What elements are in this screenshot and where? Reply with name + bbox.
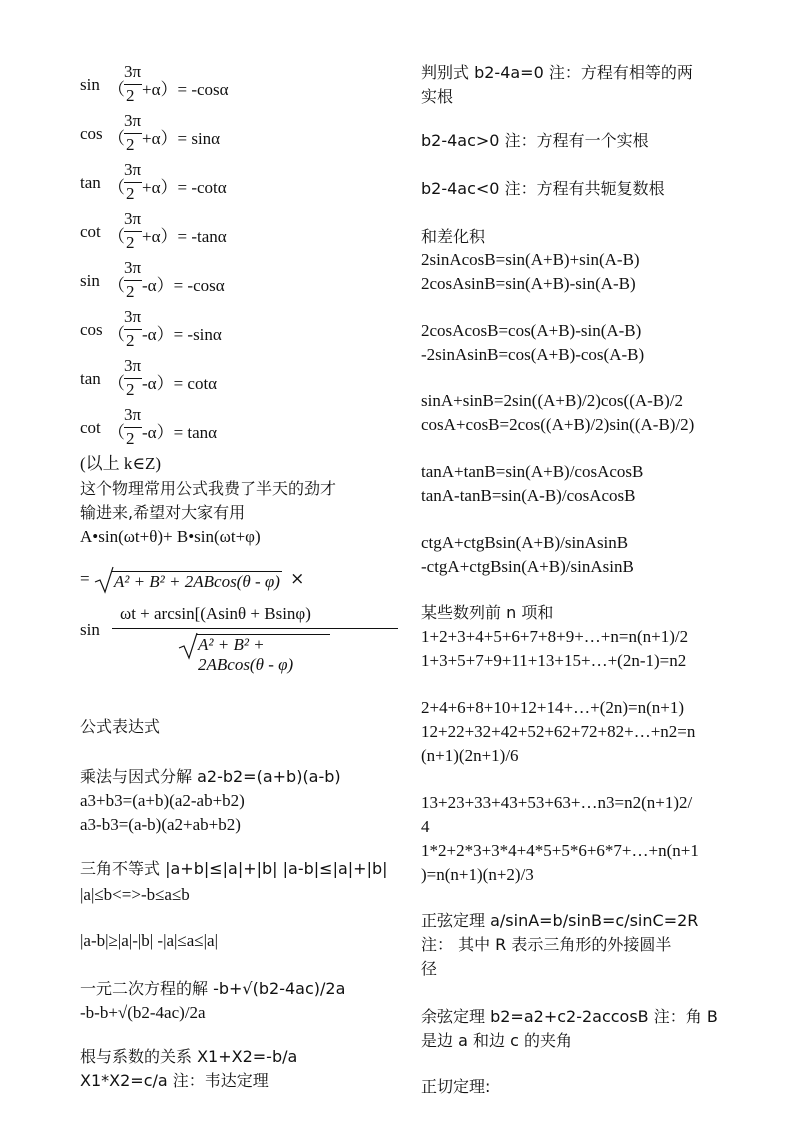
series-formula: )=n(n+1)(n+2)/3 bbox=[421, 865, 534, 884]
discriminant-line: 判别式 b2-4a=0 注：方程有相等的两 bbox=[421, 63, 693, 82]
arcsin-fraction bbox=[80, 604, 330, 674]
sum-product-formula: 2sinAcosB=sin(A+B)+sin(A-B) bbox=[421, 250, 640, 269]
series-formula: 1+2+3+4+5+6+7+8+9+…+n=n(n+1)/2 bbox=[421, 627, 689, 646]
series-formula: (n+1)(2n+1)/6 bbox=[421, 746, 519, 765]
cosine-theorem: 余弦定理 b2=a2+c2-2accosB 注：角 B bbox=[421, 1007, 718, 1026]
sum-product-formula: -2sinAsinB=cos(A+B)-cos(A-B) bbox=[421, 345, 645, 364]
tangent-theorem: 正切定理: bbox=[421, 1077, 491, 1096]
triangle-inequality: |a|≤b<=>-b≤a≤b bbox=[80, 885, 190, 904]
sum-product-formula: cosA+cosB=2cos((A+B)/2)sin((A-B)/2) bbox=[421, 415, 695, 434]
section-heading: 和差化积 bbox=[421, 227, 486, 246]
sqrt-radicand: A² + B² + 2ABcos(θ - φ) bbox=[113, 571, 280, 591]
sine-theorem-note: 注： 其中 R 表示三角形的外接圆半 bbox=[421, 935, 672, 954]
discriminant-line: b2-4ac<0 注：方程有共轭复数根 bbox=[421, 179, 665, 198]
series-formula: 1*2+2*3+3*4+4*5+5*6+6*7+…+n(n+1 bbox=[421, 841, 699, 860]
sum-product-formula: tanA-tanB=sin(A-B)/cosAcosB bbox=[421, 486, 636, 505]
factor-formula: a3+b3=(a+b)(a2-ab+b2) bbox=[80, 791, 245, 810]
sum-product-formula: 2cosAsinB=sin(A+B)-sin(A-B) bbox=[421, 274, 636, 293]
sine-theorem: 正弦定理 a/sinA=b/sinB=c/sinC=2R bbox=[421, 911, 699, 930]
vieta-formula: 根与系数的关系 X1+X2=-b/a bbox=[80, 1047, 298, 1066]
sine-theorem-note: 径 bbox=[421, 959, 438, 978]
quadratic-solution: -b-b+√(b2-4ac)/2a bbox=[80, 1003, 206, 1022]
document-page: sin （ 3π 2 +α）= -cosα cos （ 3π 2 +α）= sinα tan （ 3π 2 +α）= -cotα cot （ 3π 2 +α）= -tanα sin （ 3π 2 -α）= -cosα cos （ 3π 2 -α）= -sinα tan （ 3π 2 -α）= cotα cot （ 3π 2 -α）= tanα (以上 k∈Z) 这个物理常用公式我费了半天的劲才 输进来,希望对大家有用 A•sin(ωt+θ)+ B•sin(ωt+φ) = A² + B² + 2ABcos(θ - φ) × sin ωt + arcsin[(Asinθ + Bsinφ) A² + B² + 2ABcos(θ - φ) 公式表达式 乘法与因式分解 a2-b2=(a+b)(a-b) a3+b3=(a+b)(a2-ab+b2) a3-b3=(a-b)(a2+ab+b2) 三角不等式 |a+b|≤|a|+|b| |a-b|≤|a|+|b| |a|≤b<=>-b≤a≤b |a-b|≥|a|-|b| -|a|≤a≤|a| 一元二次方程的解 -b+√(b2-4ac)/2a -b-b+√(b2-4ac)/2a 根与系数的关系 X1+X2=-b/a X1*X2=c/a 注：韦达定理 判别式 b2-4a=0 注：方程有相等的两 实根 b2-4ac>0 注：方程有一个实根 b2-4ac<0 注：方程有共轭复数根 和差化积 2sinAcosB=sin(A+B)+sin(A-B) 2cosAsinB=sin(A+B)-sin(A-B) 2cosAcosB=cos(A+B)-sin(A-B) -2sinAsinB=cos(A+B)-cos(A-B) sinA+sinB=2sin((A+B)/2)cos((A-B)/2 cosA+cosB=2cos((A+B)/2)sin((A-B)/2) tanA+tanB=sin(A+B)/cosAcosB tanA-tanB=sin(A-B)/cosAcosB ctgA+ctgBsin(A+B)/sinAsinB -ctgA+ctgBsin(A+B)/sinAsinB 某些数列前 n 项和 1+2+3+4+5+6+7+8+9+…+n=n(n+1)/2 1+3+5+7+9+11+13+15+…+(2n-1)=n2 2+4+6+8+10+12+14+…+(2n)=n(n+1) 12+22+32+42+52+62+72+82+…+n2=n (n+1)(2n+1)/6 13+23+33+43+53+63+…n3=n2(n+1)2/ 4 1*2+2*3+3*4+4*5+5*6+6*7+…+n(n+1 )=n(n+1)(n+2)/3 正弦定理 a/sinA=b/sinB=c/sinC=2R 注： 其中 R 表示三角形的外接圆半 径 余弦定理 b2=a2+c2-2accosB 注：角 B 是边 a 和边 c 的夹角 正切定理: bbox=[80, 62, 718, 1096]
fraction-numerator: ωt + arcsin[(Asinθ + Bsinφ) bbox=[120, 604, 311, 623]
triangle-inequality: 三角不等式 |a+b|≤|a|+|b| |a-b|≤|a|+|b| bbox=[80, 859, 388, 878]
fraction-bar bbox=[112, 628, 398, 629]
factor-formula: a3-b3=(a-b)(a2+ab+b2) bbox=[80, 815, 241, 834]
sum-product-formula: ctgA+ctgBsin(A+B)/sinAsinB bbox=[421, 533, 629, 552]
series-formula: 1+3+5+7+9+11+13+15+…+(2n-1)=n2 bbox=[421, 651, 687, 670]
sum-product-formula: tanA+tanB=sin(A+B)/cosAcosB bbox=[421, 462, 644, 481]
series-formula: 2+4+6+8+10+12+14+…+(2n)=n(n+1) bbox=[421, 698, 685, 717]
sqrt-formula: = A² + B² + 2ABcos(θ - φ) × bbox=[80, 566, 304, 594]
discriminant-line: b2-4ac>0 注：方程有一个实根 bbox=[421, 131, 649, 150]
section-heading: 公式表达式 bbox=[80, 717, 161, 736]
sum-product-formula: -ctgA+ctgBsin(A+B)/sinAsinB bbox=[421, 557, 634, 576]
factor-formula: 乘法与因式分解 a2-b2=(a+b)(a-b) bbox=[80, 767, 341, 786]
cosine-theorem-note: 是边 a 和边 c 的夹角 bbox=[421, 1031, 572, 1050]
k-note: (以上 k∈Z) bbox=[80, 454, 162, 473]
intro-text: 输进来,希望对大家有用 bbox=[80, 503, 246, 522]
sum-product-formula: 2cosAcosB=cos(A+B)-sin(A-B) bbox=[421, 321, 642, 340]
series-formula: 4 bbox=[421, 817, 430, 836]
section-heading: 某些数列前 n 项和 bbox=[421, 603, 554, 622]
series-formula: 13+23+33+43+53+63+…n3=n2(n+1)2/ bbox=[421, 793, 693, 812]
discriminant-line: 实根 bbox=[421, 87, 454, 106]
sqrt-radicand: A² + B² + 2ABcos(θ - φ) bbox=[196, 634, 330, 675]
times-sign: × bbox=[290, 568, 305, 589]
quadratic-solution: 一元二次方程的解 -b+√(b2-4ac)/2a bbox=[80, 979, 346, 998]
series-formula: 12+22+32+42+52+62+72+82+…+n2=n bbox=[421, 722, 696, 741]
triangle-inequality: |a-b|≥|a|-|b| -|a|≤a≤|a| bbox=[80, 931, 218, 950]
vieta-formula: X1*X2=c/a 注：韦达定理 bbox=[80, 1071, 269, 1090]
sum-product-formula: sinA+sinB=2sin((A+B)/2)cos((A-B)/2 bbox=[421, 391, 684, 410]
intro-text: 这个物理常用公式我费了半天的劲才 bbox=[80, 479, 337, 498]
sin-label: sin bbox=[80, 620, 100, 639]
physics-formula: A•sin(ωt+θ)+ B•sin(ωt+φ) bbox=[80, 527, 261, 546]
